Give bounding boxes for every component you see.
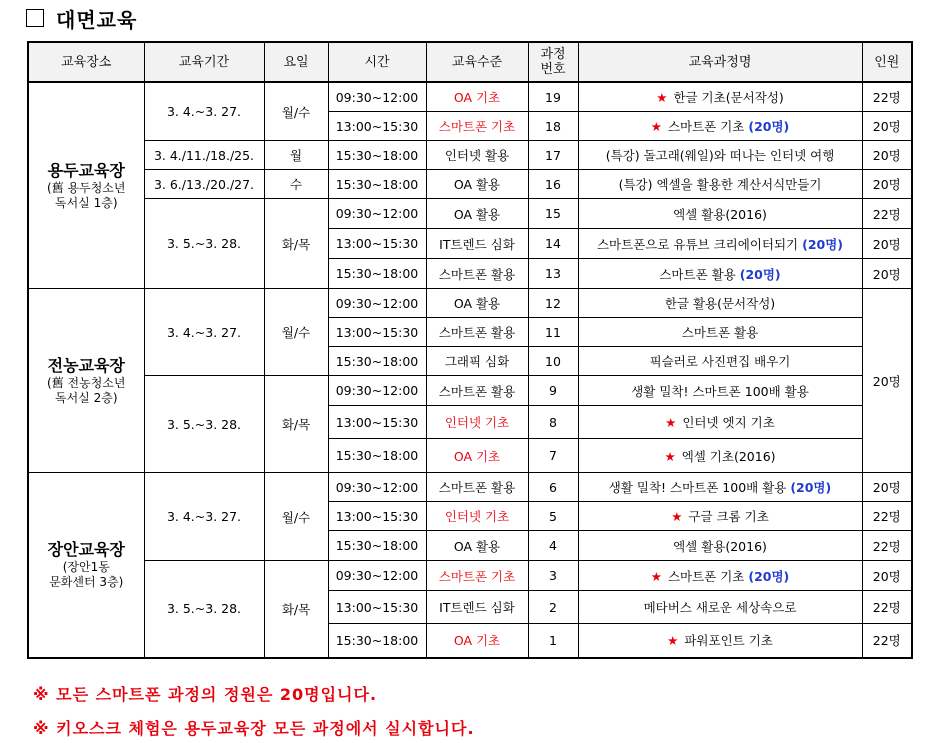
course-no-cell: 6 — [528, 473, 578, 502]
capacity-tag: (20명) — [802, 236, 844, 252]
star-icon: ★ — [665, 415, 677, 430]
time-cell: 09:30~12:00 — [328, 82, 426, 112]
people-cell: 20명 — [862, 170, 912, 199]
course-title: 스마트폰 활용 — [681, 325, 759, 340]
time-cell: 15:30~18:00 — [328, 347, 426, 376]
star-icon: ★ — [667, 633, 679, 649]
course-no-cell: 12 — [528, 289, 578, 318]
star-icon: ★ — [671, 509, 683, 524]
course-no-cell: 11 — [528, 318, 578, 347]
period-cell: 3. 5.~3. 28. — [144, 561, 264, 658]
course-no-cell: 10 — [528, 347, 578, 376]
level-cell: 스마트폰 활용 — [426, 376, 528, 406]
course-name-cell — [578, 624, 862, 658]
time-cell: 09:30~12:00 — [328, 289, 426, 318]
level-cell: IT트렌드 심화 — [426, 229, 528, 259]
course-name-cell — [578, 170, 862, 199]
course-title: 인터넷 엣지 기초 — [682, 415, 775, 430]
level-cell: 스마트폰 기초 — [426, 112, 528, 141]
time-cell: 15:30~18:00 — [328, 531, 426, 561]
col-header-course-no: 과정 번호 — [528, 42, 578, 82]
course-no-cell: 8 — [528, 406, 578, 439]
location-cell — [28, 82, 144, 289]
people-cell: 20명 — [862, 259, 912, 289]
period-cell: 3. 4./11./18./25. — [144, 141, 264, 170]
course-name-cell — [578, 502, 862, 531]
time-cell: 09:30~12:00 — [328, 376, 426, 406]
star-icon: ★ — [656, 90, 668, 105]
course-name-cell — [578, 318, 862, 347]
course-no-cell: 7 — [528, 439, 578, 473]
course-name-cell — [578, 531, 862, 561]
course-title: 픽슬러로 사진편집 배우기 — [649, 354, 791, 369]
table-row — [28, 289, 912, 318]
period-cell: 3. 4.~3. 27. — [144, 473, 264, 561]
course-title: 스마트폰 활용 — [659, 266, 740, 282]
course-no-cell: 4 — [528, 531, 578, 561]
course-title: 엑셀 활용(2016) — [673, 206, 767, 222]
time-cell: 13:00~15:30 — [328, 229, 426, 259]
table-row — [28, 199, 912, 229]
people-cell: 20명 — [862, 141, 912, 170]
course-title: 생활 밀착! 스마트폰 100배 활용 — [608, 480, 791, 495]
schedule-table — [27, 41, 913, 659]
course-no-cell: 18 — [528, 112, 578, 141]
people-cell: 22명 — [862, 82, 912, 112]
time-cell: 15:30~18:00 — [328, 259, 426, 289]
period-cell: 3. 5.~3. 28. — [144, 376, 264, 473]
course-title: (특강) 돌고래(웨일)와 떠나는 인터넷 여행 — [605, 148, 835, 163]
day-cell: 화/목 — [264, 376, 328, 473]
day-cell: 월/수 — [264, 473, 328, 561]
capacity-tag: (20명) — [748, 119, 790, 134]
people-cell: 20명 — [862, 289, 912, 473]
time-cell: 15:30~18:00 — [328, 624, 426, 658]
course-name-cell — [578, 259, 862, 289]
time-cell: 15:30~18:00 — [328, 170, 426, 199]
level-cell: IT트렌드 심화 — [426, 591, 528, 624]
location-detail: (舊 전농청소년 독서실 2층) — [47, 375, 126, 405]
course-name-cell — [578, 376, 862, 406]
star-icon: ★ — [664, 448, 676, 464]
course-no-cell: 15 — [528, 199, 578, 229]
people-cell: 22명 — [862, 502, 912, 531]
time-cell: 13:00~15:30 — [328, 591, 426, 624]
people-cell: 22명 — [862, 531, 912, 561]
location-cell — [28, 289, 144, 473]
course-title: 스마트폰 기초 — [667, 568, 749, 584]
capacity-tag: (20명) — [748, 568, 790, 584]
level-cell: 인터넷 기초 — [426, 406, 528, 439]
level-cell: OA 활용 — [426, 289, 528, 318]
course-name-cell — [578, 199, 862, 229]
day-cell: 화/목 — [264, 199, 328, 289]
period-cell: 3. 5.~3. 28. — [144, 199, 264, 289]
col-header-day: 요일 — [264, 42, 328, 82]
level-cell: 스마트폰 활용 — [426, 318, 528, 347]
level-cell: 인터넷 활용 — [426, 141, 528, 170]
period-cell: 3. 4.~3. 27. — [144, 82, 264, 141]
course-no-cell: 5 — [528, 502, 578, 531]
level-cell: 그래픽 심화 — [426, 347, 528, 376]
course-name-cell — [578, 439, 862, 473]
note-smartphone-capacity: ※ 모든 스마트폰 과정의 정원은 20명입니다. — [33, 685, 378, 704]
people-cell: 20명 — [862, 112, 912, 141]
col-header-people: 인원 — [862, 42, 912, 82]
course-no-cell: 16 — [528, 170, 578, 199]
location-cell — [28, 473, 144, 658]
course-title: 생활 밀착! 스마트폰 100배 활용 — [631, 383, 809, 399]
level-cell: 스마트폰 기초 — [426, 561, 528, 591]
day-cell: 월/수 — [264, 82, 328, 141]
checkbox-icon — [26, 9, 44, 27]
time-cell: 09:30~12:00 — [328, 561, 426, 591]
course-no-cell: 3 — [528, 561, 578, 591]
day-cell: 월/수 — [264, 289, 328, 376]
course-name-cell — [578, 347, 862, 376]
table-row — [28, 170, 912, 199]
people-cell: 22명 — [862, 624, 912, 658]
time-cell: 13:00~15:30 — [328, 318, 426, 347]
time-cell: 09:30~12:00 — [328, 199, 426, 229]
time-cell: 13:00~15:30 — [328, 502, 426, 531]
people-cell: 22명 — [862, 199, 912, 229]
course-title: 스마트폰으로 유튜브 크리에이터되기 — [596, 236, 803, 252]
course-no-cell: 19 — [528, 82, 578, 112]
section-heading — [26, 4, 137, 32]
course-title: 한글 활용(문서작성) — [664, 296, 776, 311]
course-name-cell — [578, 82, 862, 112]
day-cell: 월 — [264, 141, 328, 170]
time-cell: 15:30~18:00 — [328, 141, 426, 170]
star-icon: ★ — [650, 568, 662, 584]
course-name-cell — [578, 289, 862, 318]
level-cell: OA 기초 — [426, 624, 528, 658]
col-header-period: 교육기간 — [144, 42, 264, 82]
course-name-cell — [578, 473, 862, 502]
people-cell: 20명 — [862, 561, 912, 591]
course-name-cell — [578, 229, 862, 259]
course-no-cell: 17 — [528, 141, 578, 170]
table-row — [28, 82, 912, 112]
table-header-row — [28, 42, 912, 82]
course-name-cell — [578, 591, 862, 624]
period-cell: 3. 6./13./20./27. — [144, 170, 264, 199]
course-no-cell: 9 — [528, 376, 578, 406]
capacity-tag: (20명) — [739, 266, 781, 282]
course-title: 메타버스 새로운 세상속으로 — [643, 600, 797, 615]
time-cell: 13:00~15:30 — [328, 406, 426, 439]
course-no-cell: 1 — [528, 624, 578, 658]
table-row — [28, 473, 912, 502]
location-name: 전농교육장 — [47, 355, 125, 375]
course-title: 엑셀 활용(2016) — [673, 538, 767, 554]
time-cell: 09:30~12:00 — [328, 473, 426, 502]
course-title: 구글 크롬 기초 — [688, 509, 769, 524]
course-name-cell — [578, 406, 862, 439]
course-no-cell: 14 — [528, 229, 578, 259]
time-cell: 15:30~18:00 — [328, 439, 426, 473]
col-header-location: 교육장소 — [28, 42, 144, 82]
course-title: 한글 기초(문서작성) — [673, 90, 784, 105]
col-header-level: 교육수준 — [426, 42, 528, 82]
course-name-cell — [578, 112, 862, 141]
table-row — [28, 141, 912, 170]
course-title: 엑셀 기초(2016) — [681, 448, 776, 464]
level-cell: 인터넷 기초 — [426, 502, 528, 531]
course-title: 스마트폰 기초 — [667, 119, 749, 134]
people-cell: 20명 — [862, 473, 912, 502]
location-detail: (舊 용두청소년 독서실 1층) — [47, 180, 126, 210]
course-name-cell — [578, 141, 862, 170]
course-title: 파워포인트 기초 — [684, 633, 773, 649]
course-no-cell: 2 — [528, 591, 578, 624]
table-row — [28, 376, 912, 406]
course-name-cell — [578, 561, 862, 591]
col-header-course-name: 교육과정명 — [578, 42, 862, 82]
level-cell: OA 활용 — [426, 170, 528, 199]
level-cell: OA 기초 — [426, 439, 528, 473]
period-cell: 3. 4.~3. 27. — [144, 289, 264, 376]
capacity-tag: (20명) — [790, 480, 832, 495]
course-no-cell: 13 — [528, 259, 578, 289]
day-cell: 화/목 — [264, 561, 328, 658]
star-icon: ★ — [650, 119, 662, 134]
table-row — [28, 561, 912, 591]
level-cell: OA 기초 — [426, 82, 528, 112]
location-name: 장안교육장 — [47, 539, 125, 559]
course-title: (특강) 엑셀을 활용한 계산서식만들기 — [618, 177, 822, 192]
col-header-time: 시간 — [328, 42, 426, 82]
level-cell: 스마트폰 활용 — [426, 473, 528, 502]
level-cell: 스마트폰 활용 — [426, 259, 528, 289]
location-name: 용두교육장 — [47, 160, 125, 180]
people-cell: 22명 — [862, 591, 912, 624]
level-cell: OA 활용 — [426, 531, 528, 561]
people-cell: 20명 — [862, 229, 912, 259]
level-cell: OA 활용 — [426, 199, 528, 229]
section-title: 대면교육 — [56, 7, 138, 32]
note-kiosk-experience: ※ 키오스크 체험은 용두교육장 모든 과정에서 실시합니다. — [33, 719, 475, 738]
location-detail: (장안1동 문화센터 3층) — [49, 559, 124, 589]
time-cell: 13:00~15:30 — [328, 112, 426, 141]
day-cell: 수 — [264, 170, 328, 199]
